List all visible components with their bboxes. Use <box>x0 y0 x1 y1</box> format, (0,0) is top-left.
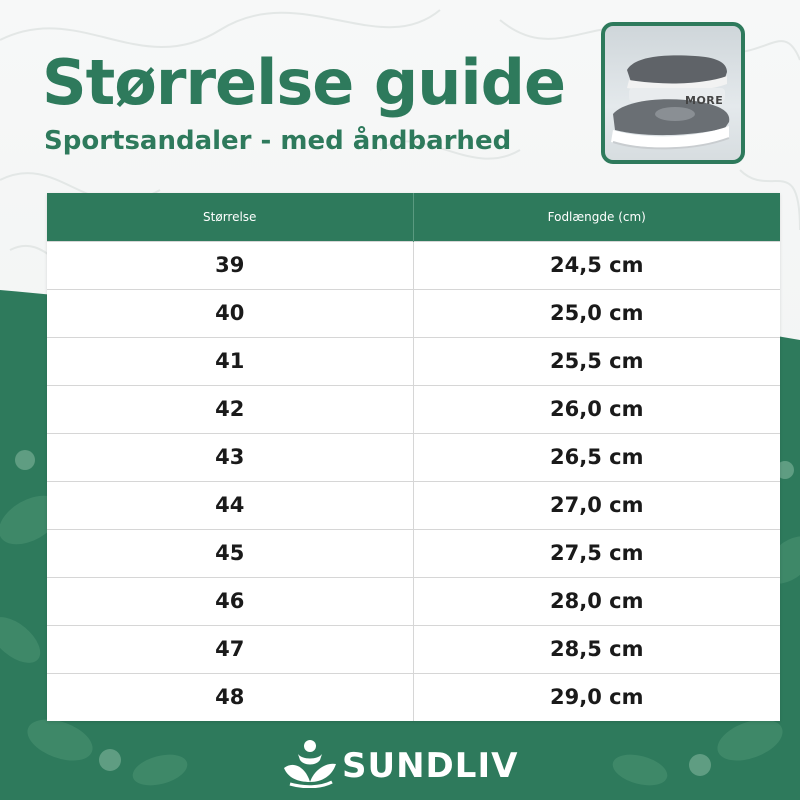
column-header-size: Størrelse <box>47 193 413 241</box>
table-row <box>47 241 780 289</box>
foot-length-cell: 27,0 cm <box>413 481 780 529</box>
column-header-foot-length: Fodlængde (cm) <box>413 193 780 241</box>
table-row <box>47 625 780 673</box>
foot-length-cell: 26,0 cm <box>413 385 780 433</box>
product-label: MORE <box>685 94 724 107</box>
brand-footer <box>280 738 540 788</box>
size-cell: 45 <box>47 529 413 577</box>
foot-length-cell: 27,5 cm <box>413 529 780 577</box>
foot-length-cell: 28,5 cm <box>413 625 780 673</box>
product-thumbnail <box>601 22 745 164</box>
foot-length-cell: 26,5 cm <box>413 433 780 481</box>
foot-length-cell: 25,5 cm <box>413 337 780 385</box>
table-row <box>47 433 780 481</box>
brand-logo-icon <box>280 738 338 788</box>
table-row <box>47 289 780 337</box>
table-row <box>47 481 780 529</box>
size-cell: 40 <box>47 289 413 337</box>
foot-length-cell: 25,0 cm <box>413 289 780 337</box>
table-row <box>47 529 780 577</box>
page-subtitle: Sportsandaler - med åndbarhed <box>44 126 512 156</box>
size-cell: 46 <box>47 577 413 625</box>
size-cell: 43 <box>47 433 413 481</box>
page-title: Størrelse guide <box>42 46 566 119</box>
table-row <box>47 337 780 385</box>
size-cell: 39 <box>47 241 413 289</box>
brand-name: SUNDLIV <box>342 746 519 786</box>
sandal-image <box>605 26 741 160</box>
size-cell: 48 <box>47 673 413 721</box>
size-table-container <box>47 193 780 721</box>
foot-length-cell: 28,0 cm <box>413 577 780 625</box>
foot-length-cell: 24,5 cm <box>413 241 780 289</box>
foot-length-cell: 29,0 cm <box>413 673 780 721</box>
size-cell: 41 <box>47 337 413 385</box>
table-row <box>47 673 780 721</box>
size-cell: 44 <box>47 481 413 529</box>
size-cell: 42 <box>47 385 413 433</box>
table-header-row <box>47 193 780 241</box>
table-row <box>47 577 780 625</box>
table-row <box>47 385 780 433</box>
size-cell: 47 <box>47 625 413 673</box>
size-table <box>47 193 780 721</box>
